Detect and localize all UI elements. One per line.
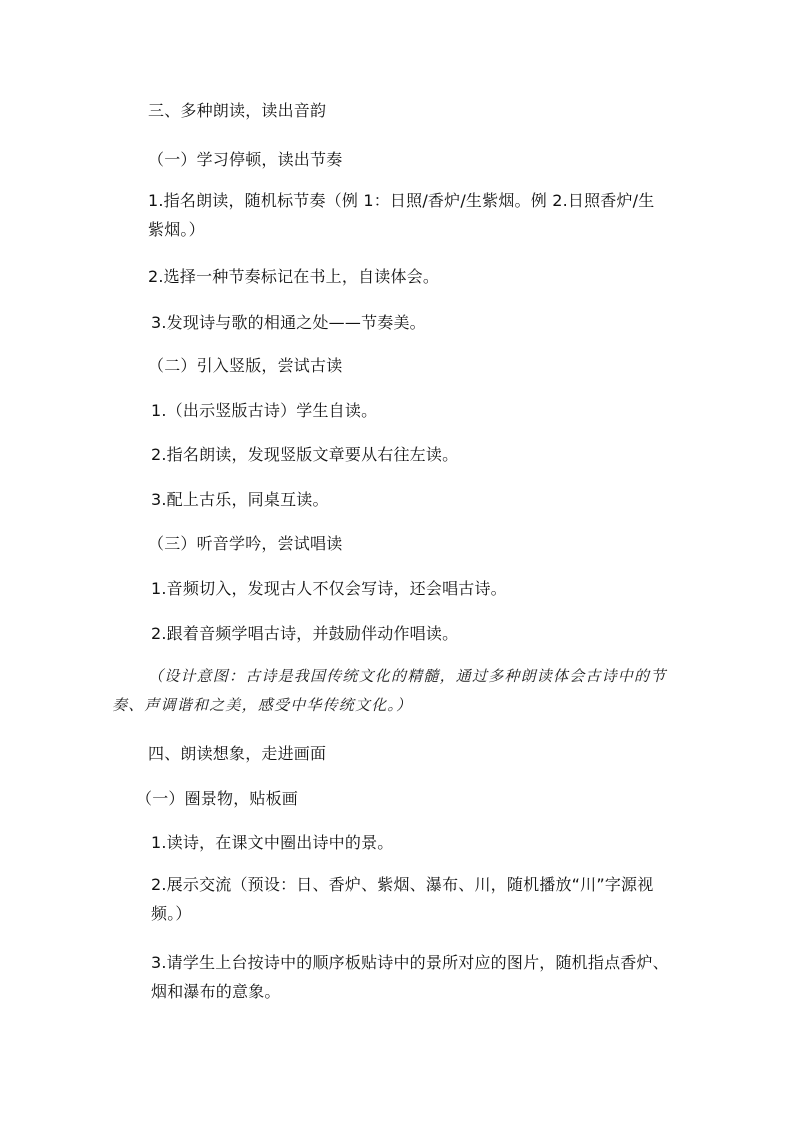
section-4-heading: 四、朗读想象，走进画面 [148, 744, 327, 763]
section-3-sub2-item-1: 1.（出示竖版古诗）学生自读。 [151, 401, 378, 420]
section-3-sub2-item-3: 3.配上古乐，同桌互读。 [151, 490, 329, 509]
section-3-sub2-item-2: 2.指名朗读，发现竖版文章要从右往左读。 [151, 445, 459, 464]
section-3-sub3-heading: （三）听音学吟，尝试唱读 [148, 534, 343, 553]
section-3-sub3-item-1: 1.音频切入，发现古人不仅会写诗，还会唱古诗。 [151, 579, 507, 598]
section-3-sub1-heading: （一）学习停顿，读出节奏 [148, 150, 343, 169]
section-4-sub1-heading: （一）圈景物，贴板画 [136, 789, 299, 808]
section-4-sub1-item-1: 1.读诗，在课文中圈出诗中的景。 [151, 833, 394, 852]
design-intent-note: （设计意图：古诗是我国传统文化的精髓，通过多种朗读体会古诗中的节奏、声调谐和之美，感受中华传统文化。） [112, 667, 667, 714]
section-3-sub1-item-2: 2.选择一种节奏标记在书上，自读体会。 [148, 267, 440, 286]
section-3-sub2-heading: （二）引入竖版，尝试古读 [148, 356, 343, 375]
section-3-heading: 三、多种朗读，读出音韵 [148, 101, 327, 120]
section-3-sub3-item-2: 2.跟着音频学唱古诗，并鼓励伴动作唱读。 [151, 624, 459, 643]
section-3-sub1-item-1: 1.指名朗读，随机标节奏（例 1：日照/香炉/生紫烟。例 2.日照香炉/生紫烟。） [148, 191, 655, 239]
section-3-sub1-item-3: 3.发现诗与歌的相通之处——节奏美。 [151, 313, 426, 332]
section-4-sub1-item-3: 3.请学生上台按诗中的顺序板贴诗中的景所对应的图片，随机指点香炉、烟和瀑布的意象。 [151, 953, 669, 1001]
section-4-sub1-item-2: 2.展示交流（预设：日、香炉、紫烟、瀑布、川，随机播放“川”字源视频。） [151, 875, 654, 923]
